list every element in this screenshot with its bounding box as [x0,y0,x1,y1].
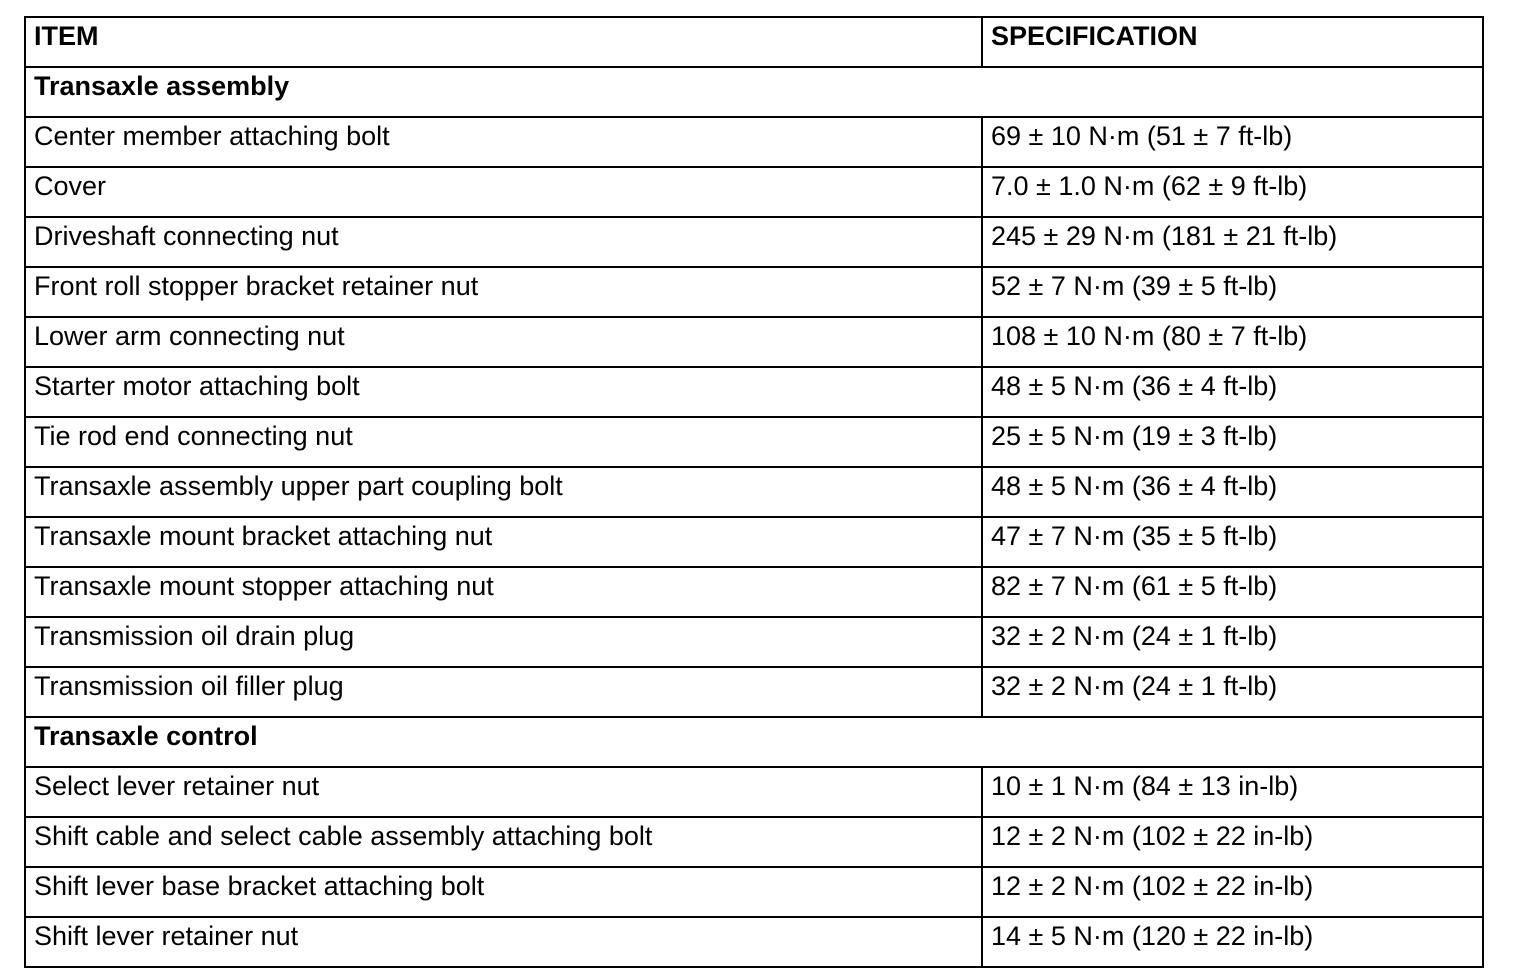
section-title: Transaxle control [25,717,1483,767]
item-cell: Starter motor attaching bolt [25,367,982,417]
spec-cell: 10 ± 1 N·m (84 ± 13 in-lb) [982,767,1483,817]
table-row [25,317,1483,367]
item-cell: Transaxle mount bracket attaching nut [25,517,982,567]
table-row [25,517,1483,567]
item-cell: Transaxle assembly upper part coupling bolt [25,467,982,517]
header-item: ITEM [25,17,982,67]
item-cell: Driveshaft connecting nut [25,217,982,267]
table-row [25,567,1483,617]
header-specification: SPECIFICATION [982,17,1483,67]
item-cell: Tie rod end connecting nut [25,417,982,467]
table-row [25,167,1483,217]
section-title-row [25,717,1483,767]
spec-cell: 245 ± 29 N·m (181 ± 21 ft-lb) [982,217,1483,267]
table-header-row [25,17,1483,67]
spec-cell: 32 ± 2 N·m (24 ± 1 ft-lb) [982,617,1483,667]
section-title-row [25,67,1483,117]
table-row [25,267,1483,317]
table-row [25,417,1483,467]
item-cell: Select lever retainer nut [25,767,982,817]
table-body [25,17,1483,967]
item-cell: Shift lever retainer nut [25,917,982,967]
table-row [25,767,1483,817]
item-cell: Lower arm connecting nut [25,317,982,367]
spec-cell: 25 ± 5 N·m (19 ± 3 ft-lb) [982,417,1483,467]
spec-cell: 82 ± 7 N·m (61 ± 5 ft-lb) [982,567,1483,617]
table-row [25,667,1483,717]
table-row [25,367,1483,417]
spec-cell: 47 ± 7 N·m (35 ± 5 ft-lb) [982,517,1483,567]
item-cell: Transmission oil drain plug [25,617,982,667]
table-row [25,817,1483,867]
spec-cell: 7.0 ± 1.0 N·m (62 ± 9 ft-lb) [982,167,1483,217]
item-cell: Shift lever base bracket attaching bolt [25,867,982,917]
table-row [25,617,1483,667]
spec-cell: 12 ± 2 N·m (102 ± 22 in-lb) [982,867,1483,917]
spec-cell: 52 ± 7 N·m (39 ± 5 ft-lb) [982,267,1483,317]
table-row [25,917,1483,967]
item-cell: Center member attaching bolt [25,117,982,167]
torque-spec-table [24,16,1484,968]
section-title: Transaxle assembly [25,67,1483,117]
spec-cell: 69 ± 10 N·m (51 ± 7 ft-lb) [982,117,1483,167]
table-row [25,467,1483,517]
spec-cell: 12 ± 2 N·m (102 ± 22 in-lb) [982,817,1483,867]
spec-cell: 108 ± 10 N·m (80 ± 7 ft-lb) [982,317,1483,367]
item-cell: Transaxle mount stopper attaching nut [25,567,982,617]
item-cell: Shift cable and select cable assembly attaching bolt [25,817,982,867]
spec-cell: 32 ± 2 N·m (24 ± 1 ft-lb) [982,667,1483,717]
item-cell: Front roll stopper bracket retainer nut [25,267,982,317]
spec-cell: 14 ± 5 N·m (120 ± 22 in-lb) [982,917,1483,967]
table-row [25,217,1483,267]
table-row [25,867,1483,917]
item-cell: Cover [25,167,982,217]
spec-cell: 48 ± 5 N·m (36 ± 4 ft-lb) [982,467,1483,517]
spec-cell: 48 ± 5 N·m (36 ± 4 ft-lb) [982,367,1483,417]
item-cell: Transmission oil filler plug [25,667,982,717]
table-row [25,117,1483,167]
